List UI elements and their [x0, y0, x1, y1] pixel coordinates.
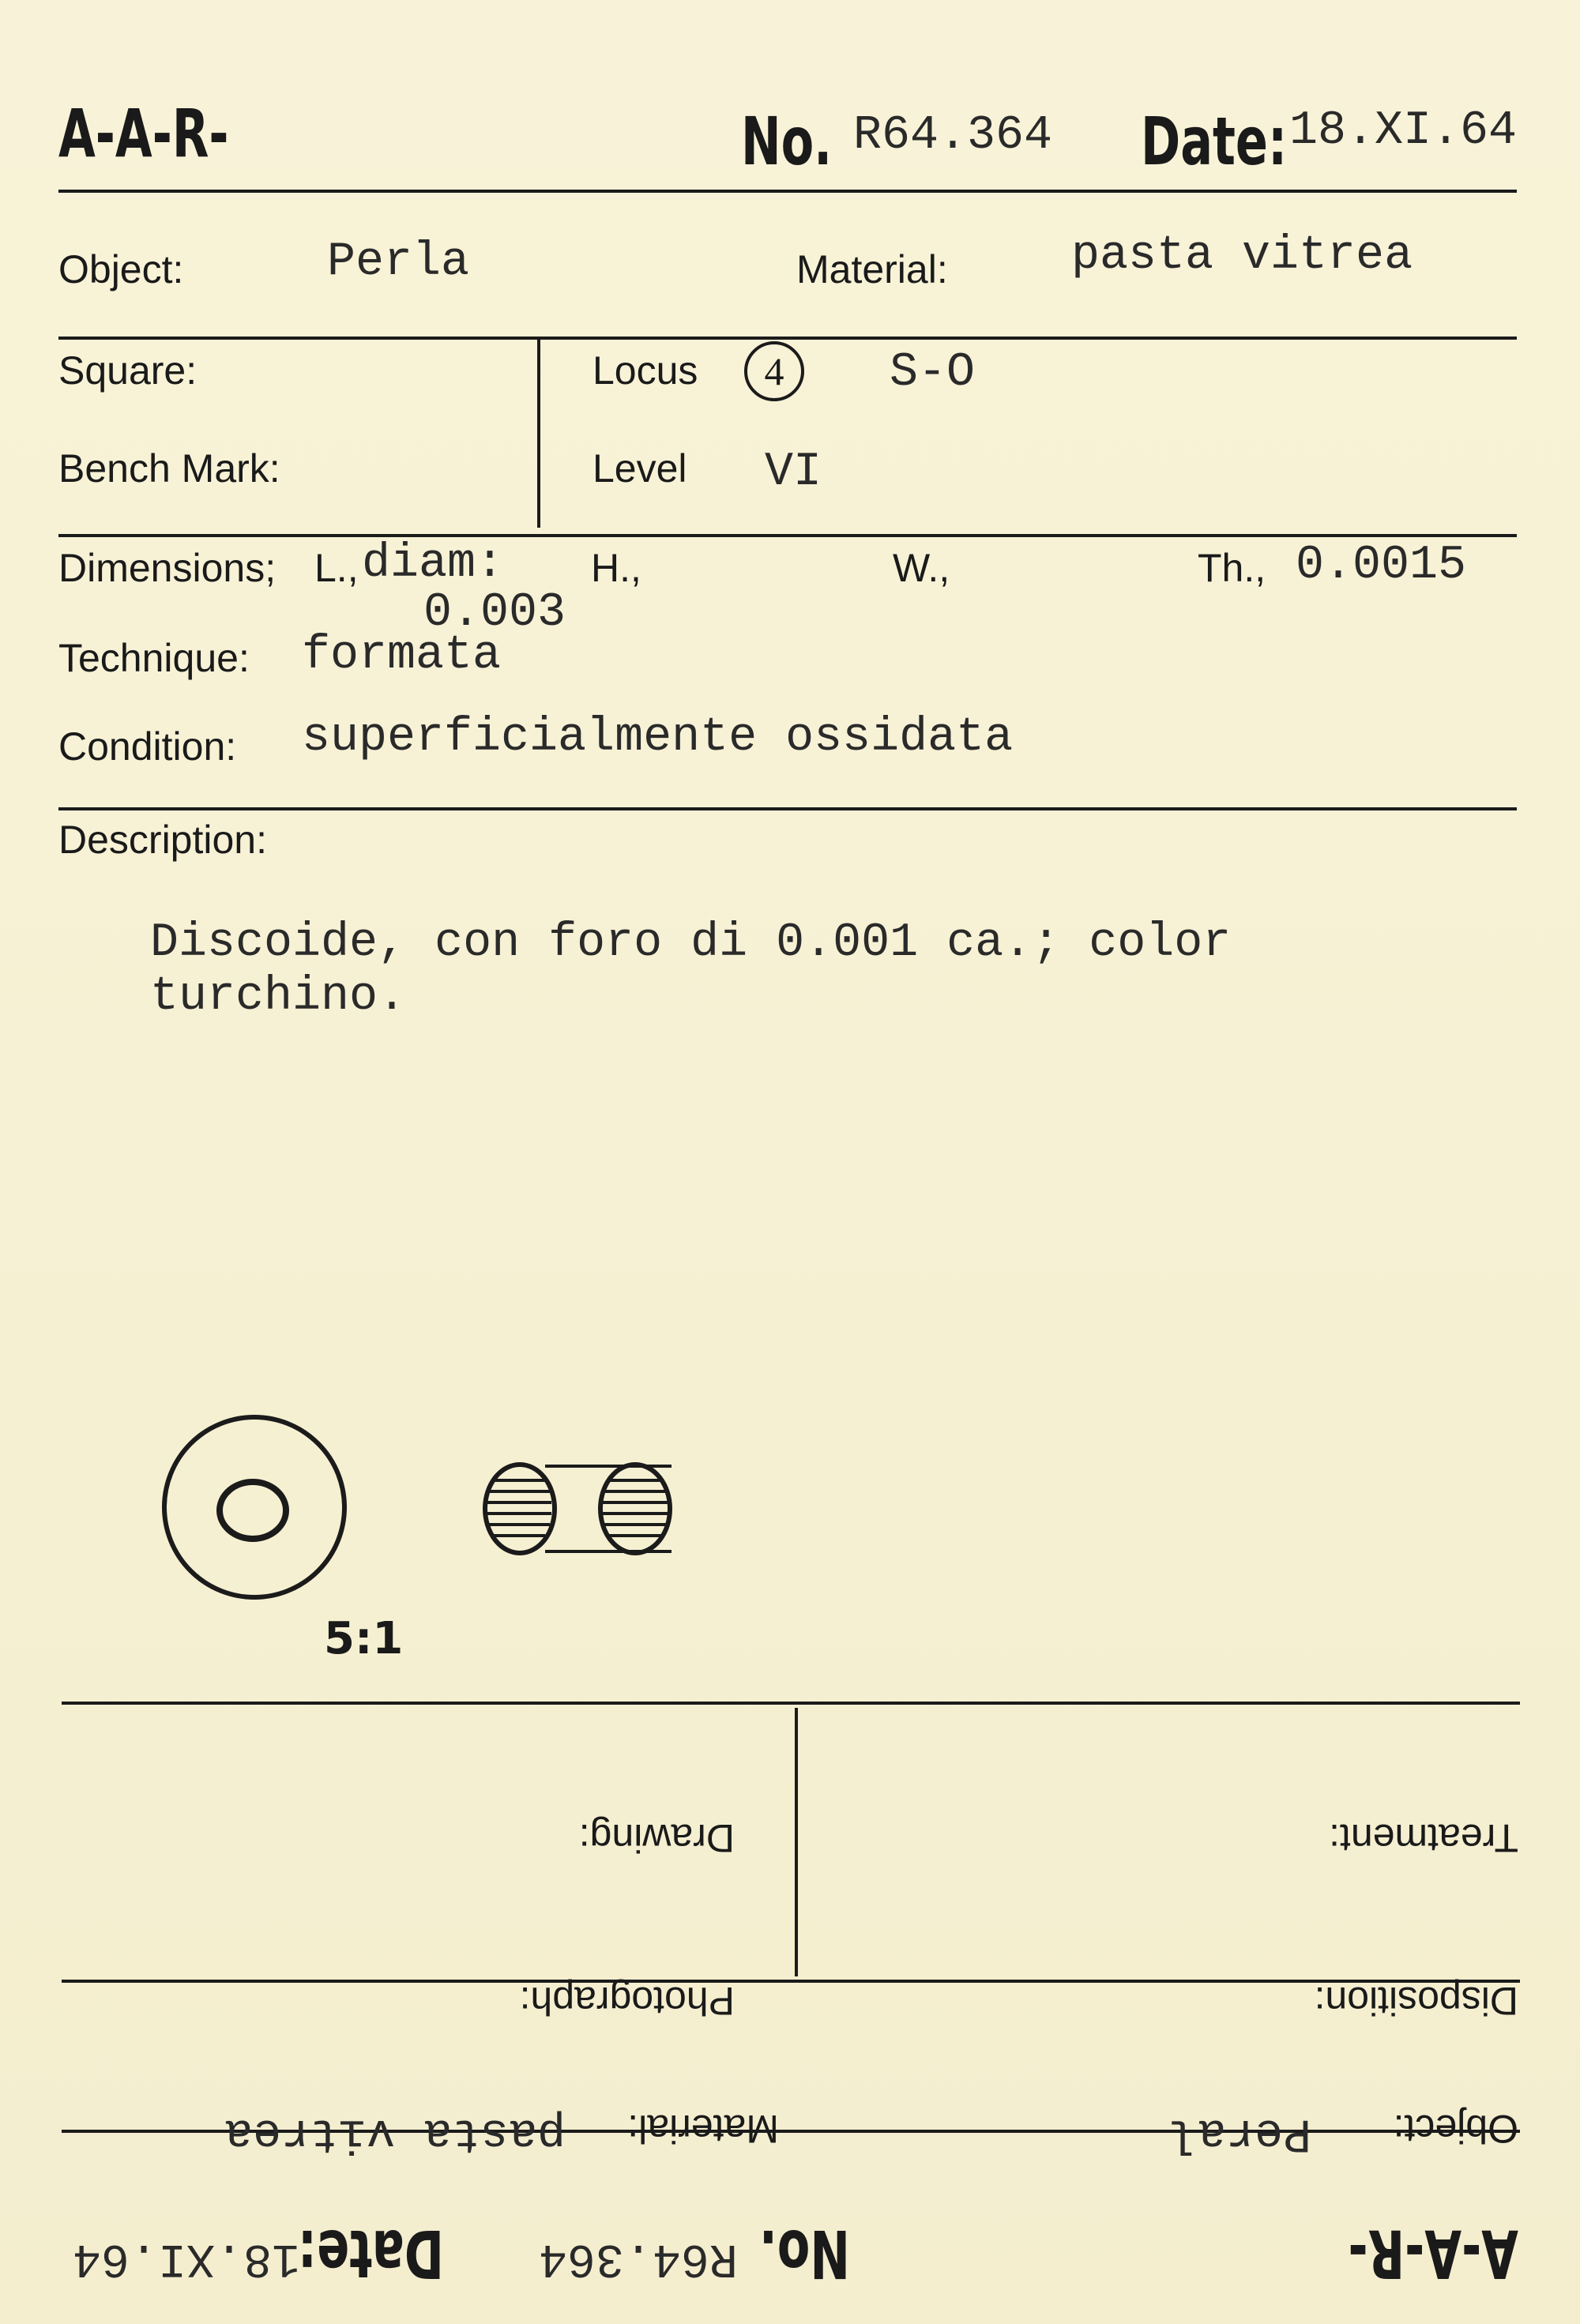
disposition-label: Disposition: — [1314, 1979, 1518, 2023]
divider-header — [58, 190, 1517, 193]
locus-number-circle — [744, 341, 804, 401]
bead-side-view — [485, 1465, 672, 1553]
level-value: VI — [765, 446, 822, 499]
lower-number-label: No. — [758, 2215, 850, 2292]
lower-material-label: Material: — [627, 2107, 779, 2151]
number-value: R64.364 — [853, 109, 1053, 163]
diameter-label: diam: — [362, 537, 505, 591]
length-label: L., — [314, 546, 359, 590]
dimensions-label: Dimensions; — [58, 546, 276, 590]
lower-object-value: Peral — [1168, 2106, 1311, 2160]
number-label: No. — [741, 103, 833, 180]
lower-object-label: Object: — [1393, 2107, 1518, 2151]
drawing-field-label: Drawing: — [578, 1816, 735, 1860]
object-value: Perla — [327, 235, 470, 289]
lower-org-header: A-A-R- — [1348, 2215, 1518, 2292]
square-label: Square: — [58, 348, 198, 393]
height-label: H., — [591, 546, 641, 590]
divider-vertical-square — [537, 340, 540, 528]
thickness-value: 0.0015 — [1296, 539, 1467, 592]
bead-top-view — [164, 1417, 344, 1597]
object-label: Object: — [58, 247, 184, 291]
description-line-1: Discoide, con foro di 0.001 ca.; color — [150, 916, 1232, 970]
condition-label: Condition: — [58, 724, 237, 769]
divider-locus — [58, 534, 1517, 537]
technique-value: formata — [302, 629, 502, 683]
bead-drawing — [150, 1406, 703, 1667]
org-header: A-A-R- — [58, 95, 229, 172]
date-label: Date: — [1141, 103, 1288, 180]
lower-date-label: Date: — [297, 2215, 444, 2292]
locus-number: 4 — [744, 341, 804, 401]
date-value: 18.XI.64 — [1289, 104, 1518, 158]
description-line-2: turchino. — [150, 970, 407, 1024]
material-value: pasta vitrea — [1071, 229, 1413, 283]
condition-value: superficialmente ossidata — [302, 711, 1014, 765]
thickness-label: Th., — [1198, 546, 1266, 590]
diameter-value: 0.003 — [423, 586, 566, 640]
material-label: Material: — [796, 247, 948, 291]
lower-number-value: R64.364 — [538, 2231, 738, 2285]
level-label: Level — [592, 446, 687, 491]
locus-label: Locus — [592, 348, 698, 393]
photograph-label: Photograph: — [519, 1979, 735, 2023]
bench-mark-label: Bench Mark: — [58, 446, 280, 491]
technique-label: Technique: — [58, 636, 250, 680]
description-label: Description: — [58, 818, 267, 862]
lower-material-value: pasta vitrea — [224, 2106, 566, 2160]
treatment-label: Treatment: — [1329, 1816, 1518, 1860]
inverted-section — [0, 1698, 1580, 2324]
divider-object — [58, 337, 1517, 340]
drawing-scale: 5:1 — [324, 1613, 404, 1664]
divider-condition — [58, 807, 1517, 810]
width-label: W., — [893, 546, 950, 590]
locus-value: S-O — [890, 346, 976, 400]
lower-date-value: 18.XI.64 — [72, 2231, 300, 2285]
